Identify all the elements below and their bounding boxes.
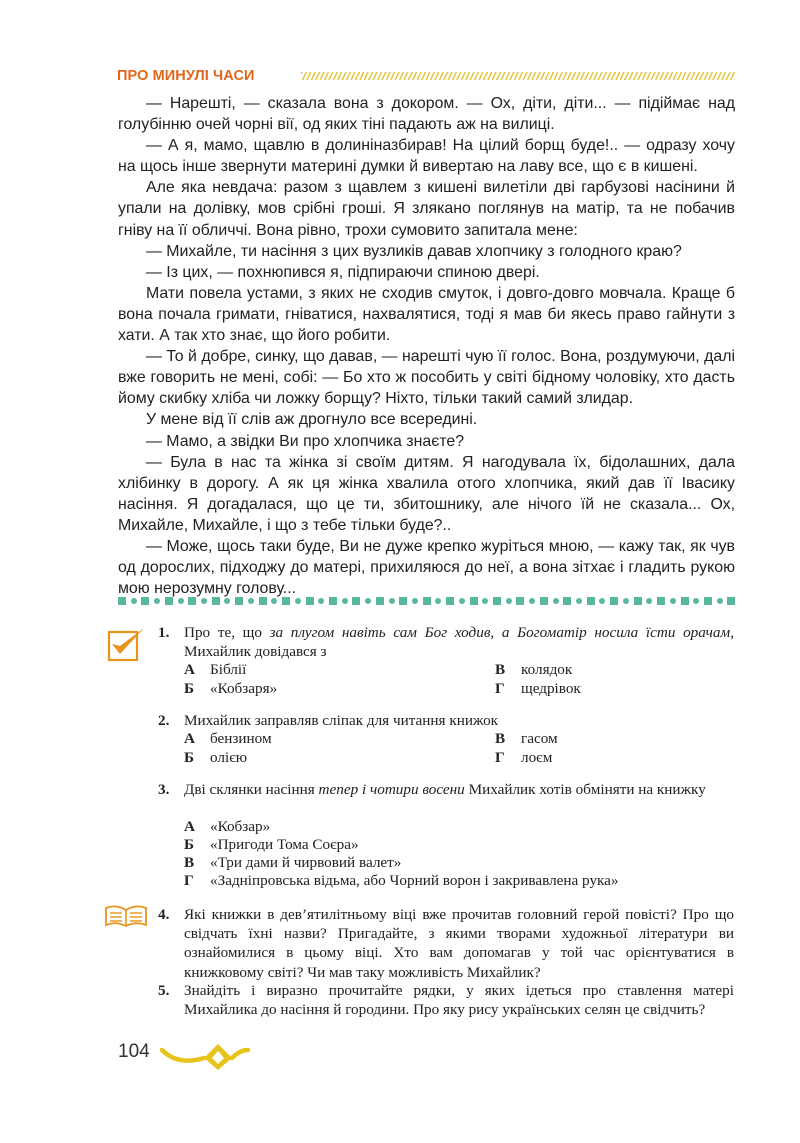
question-text: Які книжки в дев’ятилітньому віці вже прочитав головний герой повісті? Про що свідчать їхні назви? Пригадайте, з якими творами художньої літератури ви ознайомилися в цьому віці. Хто вам допомагав у той час орієнтуватися в книжковому світі? Чи мав таку можливість Михайлик? (184, 906, 734, 981)
header-hatch-decoration (301, 72, 735, 80)
divider-dot (553, 598, 559, 604)
divider-square (306, 597, 314, 605)
answer-option-d[interactable]: Г щедрівок (495, 680, 581, 697)
divider-square (141, 597, 149, 605)
divider-square (446, 597, 454, 605)
answer-option-d[interactable]: Г «Задніпровська відьма, або Чорний ворон і закривавлена рука» (184, 872, 619, 889)
divider-square (399, 597, 407, 605)
paragraph: — Може, щось таки буде, Ви не дуже крепко журіться мною, — кажу так, як чув од дорослих, підходжу до матері, прихиляюся до неї, а вона зітхає і гладить рукою мою нерозумну голову... (118, 537, 735, 598)
section-divider (118, 594, 736, 608)
paragraph: — А я, мамо, щавлю в долиніназбирав! На цілий борщ буде!.. — одразу хочу на щось інше звернути материні думки й вивертаю на лаву все, що є в кишені. (118, 137, 735, 176)
divider-square (165, 597, 173, 605)
answer-option-b[interactable]: Б «Кобзаря» (184, 680, 278, 697)
divider-dot (646, 598, 652, 604)
paragraph: — Була в нас та жінка зі своїм дитям. Я нагодувала їх, бідолашних, дала хлібинку в дорогу. А як ця жінка хвалила отого хлопчика, який дав її Івасику насіння. Я догадалася, що це ти, збитошнику, але нічого їй не сказала... Ох, Михайле, Михайле, і що з тебе тільки буде?.. (118, 453, 735, 534)
divider-square (516, 597, 524, 605)
answer-option-d[interactable]: Г лоєм (495, 749, 553, 766)
divider-square (352, 597, 360, 605)
answer-option-c[interactable]: В «Три дами й чирвовий валет» (184, 854, 402, 871)
divider-square (470, 597, 478, 605)
divider-square (727, 597, 735, 605)
question-text: Михайлик заправляв сліпак для читання книжок (184, 712, 499, 729)
divider-dot (623, 598, 629, 604)
divider-dot (670, 598, 676, 604)
divider-square (376, 597, 384, 605)
paragraph: — Із цих, — похнюпився я, підпираючи спиною двері. (146, 263, 540, 281)
paragraph: — Мамо, а звідки Ви про хлопчика знаєте? (146, 432, 465, 450)
divider-dot (599, 598, 605, 604)
answer-option-a[interactable]: А Біблії (184, 661, 247, 678)
page-number: 104 (118, 1041, 150, 1062)
divider-dot (178, 598, 184, 604)
answer-option-b[interactable]: Б олією (184, 749, 248, 766)
section-header (117, 66, 735, 86)
paragraph: — Михайле, ти насіння з цих вузликів давав хлопчику з голодного краю? (146, 242, 682, 260)
divider-dot (482, 598, 488, 604)
paragraph: У мене від її слів аж дрогнуло все всередині. (146, 411, 478, 429)
question-text: Знайдіть і виразно прочитайте рядки, у яких ідеться про ставлення матері Михайлика до насіння й городини. Про яку рису українських селян це свідчить? (184, 982, 734, 1019)
divider-square (235, 597, 243, 605)
divider-square (610, 597, 618, 605)
question-5 (118, 981, 736, 1035)
answer-option-c[interactable]: В гасом (495, 730, 558, 747)
divider-dot (412, 598, 418, 604)
paragraph: Але яка невдача: разом з щавлем з кишені вилетіли дві гарбузові насінини й упали на долівку, мов срібні гроші. Я злякано поглянув на матір, та не побачив гніву на її обличчі. Вона рівно, трохи сумовито запитала мене: (118, 179, 735, 239)
divider-dot (365, 598, 371, 604)
divider-dot (506, 598, 512, 604)
divider-square (657, 597, 665, 605)
divider-square (259, 597, 267, 605)
question-number: 2. (158, 712, 170, 729)
answer-option-a[interactable]: А бензином (184, 730, 272, 747)
question-3 (118, 780, 736, 892)
divider-square (540, 597, 548, 605)
divider-dot (201, 598, 207, 604)
paragraph: — То й добре, синку, що давав, — нарешті чую її голос. Вона, роздумуючи, далі вже говорить не мені, собі: — Бо хто ж пособить у світі бідному чоловіку, хто дасть йому скибку хліба чи ложку борщу? Ніхто, тільки такий самий злидар. (118, 348, 735, 408)
section-title: ПРО МИНУЛІ ЧАСИ (117, 68, 255, 84)
divider-square (282, 597, 290, 605)
divider-dot (389, 598, 395, 604)
divider-square (423, 597, 431, 605)
question-number: 3. (158, 781, 170, 798)
divider-square (212, 597, 220, 605)
question-number: 5. (158, 982, 170, 999)
paragraph: — Нарешті, — сказала вона з докором. — Ох, діти, діти... — підіймає над голубінню очей чорні вії, од яких тіні падають аж на вилиці. (118, 95, 735, 134)
question-number: 1. (158, 624, 170, 641)
divider-square (118, 597, 126, 605)
question-text: Дві склянки насіння тепер і чотири восени Михайлик хотів обміняти на книжку (184, 781, 706, 798)
divider-dot (717, 598, 723, 604)
divider-dot (224, 598, 230, 604)
answer-option-b[interactable]: Б «Пригоди Тома Соєра» (184, 836, 359, 853)
story-text (118, 93, 735, 599)
divider-dot (435, 598, 441, 604)
question-1 (118, 623, 736, 699)
divider-dot (131, 598, 137, 604)
question-2 (118, 711, 736, 769)
answer-option-c[interactable]: В колядок (495, 661, 573, 678)
divider-square (188, 597, 196, 605)
divider-square (681, 597, 689, 605)
divider-dot (529, 598, 535, 604)
question-number: 4. (158, 906, 170, 923)
divider-dot (248, 598, 254, 604)
question-4 (118, 905, 736, 981)
divider-dot (295, 598, 301, 604)
divider-square (563, 597, 571, 605)
divider-square (704, 597, 712, 605)
divider-dot (459, 598, 465, 604)
answer-option-a[interactable]: А «Кобзар» (184, 818, 271, 835)
divider-dot (154, 598, 160, 604)
divider-square (587, 597, 595, 605)
divider-square (493, 597, 501, 605)
footer-ornament-icon (160, 1036, 250, 1070)
divider-square (329, 597, 337, 605)
divider-dot (576, 598, 582, 604)
question-text: Про те, що за плугом навіть сам Бог ходив, а Богоматір носила їсти орачам, Михайлик довідався з (184, 624, 734, 661)
divider-dot (271, 598, 277, 604)
divider-dot (693, 598, 699, 604)
divider-dot (318, 598, 324, 604)
paragraph: Мати повела устами, з яких не сходив смуток, і довго-довго мовчала. Краще б вона почала гримати, гніватися, нахвалятися, тоді я мав би якесь право гайнути з хати. А так хто знає, що його робити. (118, 284, 735, 345)
divider-dot (342, 598, 348, 604)
divider-square (634, 597, 642, 605)
